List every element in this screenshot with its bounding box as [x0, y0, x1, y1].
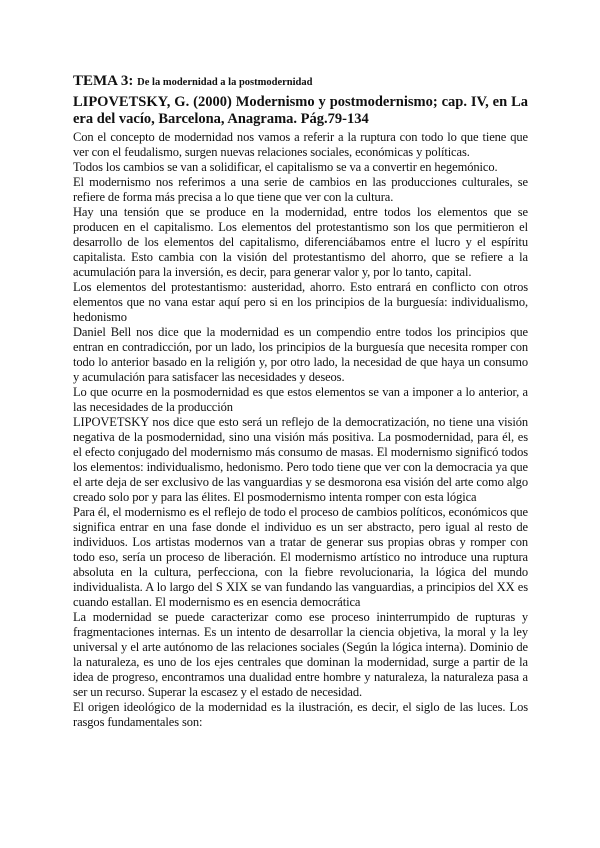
document-title — [73, 72, 528, 92]
paragraph: Hay una tensión que se produce en la modernidad, entre todos los elementos que se producen en el capitalismo. Los elementos del protestantismo son los que permitieron el desarrollo de los elementos del capitalismo, diferenciábamos entre el lucro y el espíritu capitalista. Esto cambia con la visión del protestantismo del ahorro, que se refiere a la acumulación para la inversión, es decir, para generar valor y, por lo tanto, capital. — [73, 205, 528, 279]
paragraph: Daniel Bell nos dice que la modernidad es un compendio entre todos los principios que entran en contradicción, por un lado, los principios de la burguesía que necesita romper con todo lo anterior basado en la religión y, por otro lado, la necesidad de que haya un consumo y acumulación para satisfacer las necesidades y deseos. — [73, 325, 528, 384]
paragraph: Lo que ocurre en la posmodernidad es que estos elementos se van a imponer a lo anterior, a las necesidades de la producción — [73, 385, 528, 414]
paragraph: Con el concepto de modernidad nos vamos a referir a la ruptura con todo lo que tiene que ver con el feudalismo, surgen nuevas relaciones sociales, económicas y políticas. — [73, 130, 528, 159]
paragraph: Los elementos del protestantismo: austeridad, ahorro. Esto entrará en conflicto con otros elementos que no vana estar aquí pero si en los principios de la burguesía: individualismo, hedonismo — [73, 280, 528, 324]
paragraph: El origen ideológico de la modernidad es la ilustración, es decir, el siglo de las luces. Los rasgos fundamentales son: — [73, 700, 528, 729]
paragraph: Todos los cambios se van a solidificar, el capitalismo se va a convertir en hegemónico. — [73, 160, 498, 174]
paragraph: LIPOVETSKY nos dice que esto será un reflejo de la democratización, no tiene una visión negativa de la posmodernidad, sino una visión más positiva. La posmodernidad, para él, es el efecto conjugado del modernismo más consumo de masas. El modernismo significó todos los elementos: individualismo, hedonismo. Pero todo tiene que ver con la democracia ya que el arte deja de ser exclusivo de las vanguardias y se desmorona esa visión del arte como algo creado solo por y para las élites. El posmodernismo intenta romper con esta lógica — [73, 415, 528, 504]
title-subtitle: De la modernidad a la postmodernidad — [137, 77, 313, 88]
document-page — [73, 72, 528, 730]
paragraph: El modernismo nos referimos a una serie de cambios en las producciones culturales, se refiere de forma más precisa a lo que tiene que ver con la cultura. — [73, 175, 528, 204]
paragraph: La modernidad se puede caracterizar como ese proceso ininterrumpido de rupturas y fragmentaciones internas. Es un intento de desarrollar la ciencia objetiva, la moral y la ley universal y el arte autónomo de las relaciones sociales (Según la lógica interna). Dominio de la naturaleza, es uno de los ejes centrales que dominan la modernidad, surge a partir de la idea de progreso, encontramos una dualidad entre hombre y naturaleza, la naturaleza pasa a ser un recurso. Superar la escasez y el estado de necesidad. — [73, 610, 528, 699]
paragraph: Para él, el modernismo es el reflejo de todo el proceso de cambios políticos, económicos que significa entrar en una fase donde el individuo es un ser abstracto, pero igual al resto de individuos. Los artistas modernos van a tratar de generar sus propias obras y romper con todo eso, sería un proceso de liberación. El modernismo artístico no introduce una ruptura absoluta en la cultura, perfecciona, con la fiebre revolucionaria, la lógica del mundo individualista. A lo largo del S XIX se van fundando las vanguardias, a principios del XX es cuando estallan. El modernismo es en esencia democrática — [73, 505, 528, 609]
title-label: TEMA 3: — [73, 73, 134, 89]
bibliographic-reference: LIPOVETSKY, G. (2000) Modernismo y postmodernismo; cap. IV, en La era del vacío, Barcelona, Anagrama. Pág.79-134 — [73, 94, 528, 127]
